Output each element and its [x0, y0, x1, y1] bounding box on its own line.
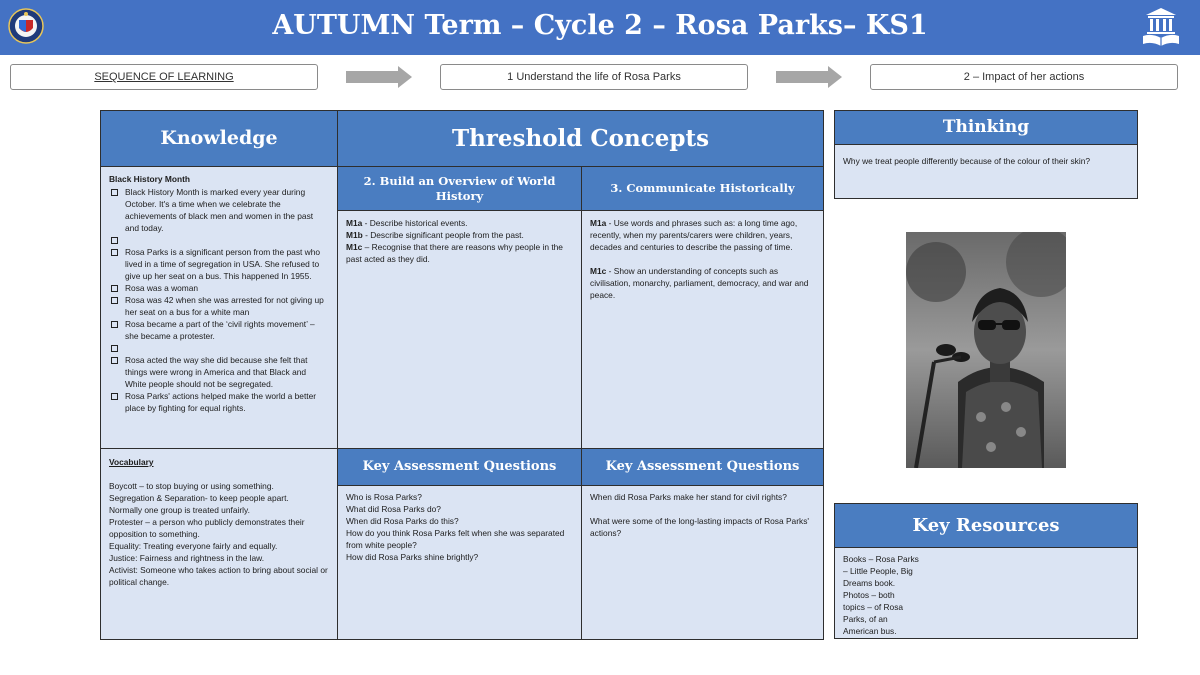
knowledge-bullet: Rosa Parks' actions helped make the world a better place by fighting for equal rights. [109, 390, 329, 414]
thinking-text: Why we treat people differently because of the colour of their skin? [843, 156, 1091, 166]
list-spacer [109, 342, 329, 354]
question-line: Who is Rosa Parks? [346, 492, 422, 502]
list-spacer [590, 503, 815, 515]
vocabulary-line: Normally one group is treated unfairly. [109, 505, 250, 515]
knowledge-bullet: Rosa was a woman [109, 282, 329, 294]
objective-code: M1c [590, 266, 607, 276]
objective-line [590, 217, 815, 253]
arrow-right-icon [346, 66, 412, 88]
objective-text: – Recognise that there are reasons why people in the past acted as they did. [346, 242, 563, 264]
assessment-header-right: Key Assessment Questions [581, 448, 824, 486]
vocabulary-panel [100, 448, 338, 640]
sequence-label-box [10, 64, 318, 90]
vocabulary-line: Activist: Someone who takes action to bring about social or political change. [109, 565, 328, 587]
communicate-header: 3. Communicate Historically [581, 166, 824, 211]
sequence-label: SEQUENCE OF LEARNING [94, 71, 234, 83]
resource-line: Books – Rosa Parks [843, 554, 919, 564]
objective-text: - Describe historical events. [362, 218, 468, 228]
list-spacer [109, 234, 329, 246]
rosa-parks-photo [906, 232, 1066, 468]
arrow-right-icon [776, 66, 842, 88]
question-line: When did Rosa Parks make her stand for civil rights? [590, 492, 787, 502]
knowledge-list [109, 186, 329, 414]
resources-header: Key Resources [834, 503, 1138, 548]
resource-line: Dreams book. [843, 578, 896, 588]
knowledge-subtitle: Black History Month [109, 174, 190, 184]
vocabulary-line: Segregation & Separation- to keep people apart. [109, 493, 289, 503]
vocabulary-line: Equality: Treating everyone fairly and equally. [109, 541, 278, 551]
question-line: What were some of the long-lasting impacts of Rosa Parks' actions? [590, 516, 809, 538]
knowledge-bullet: Rosa Parks is a significant person from the past who lived in a time of segregation in USA. She refused to give up her seat on a bus. This happened In 1955. [109, 246, 329, 282]
vocabulary-line: Justice: Fairness and rightness in the law. [109, 553, 265, 563]
resource-line: Photos – both [843, 590, 895, 600]
knowledge-bullet: Rosa acted the way she did because she felt that things were wrong in America and that Black and White people should not be segregated. [109, 354, 329, 390]
objective-text: - Show an understanding of concepts such as civilisation, monarchy, parliament, democracy, and war and peace. [590, 266, 809, 300]
library-book-icon [1140, 5, 1182, 47]
resources-panel [834, 547, 1138, 639]
objective-text: - Use words and phrases such as: a long time ago, recently, when my parents/carers were children, years, decades and centuries to describe the passing of time. [590, 218, 798, 252]
objective-code: M1a [346, 218, 363, 228]
knowledge-header: Knowledge [100, 110, 338, 167]
knowledge-bullet: Rosa was 42 when she was arrested for not giving up her seat on a bus for a white man [109, 294, 329, 318]
objective-line [590, 265, 815, 301]
question-line: When did Rosa Parks do this? [346, 516, 459, 526]
overview-header: 2. Build an Overview of World History [337, 166, 582, 211]
question-line: What did Rosa Parks do? [346, 504, 441, 514]
objective-line [346, 241, 573, 265]
objective-text: - Describe significant people from the past. [362, 230, 524, 240]
thinking-panel [834, 144, 1138, 199]
resource-line: Parks, of an [843, 614, 888, 624]
question-line: How did Rosa Parks shine brightly? [346, 552, 479, 562]
overview-panel [337, 210, 582, 449]
resource-line: American bus. [843, 626, 897, 636]
sequence-step-2: 2 – Impact of her actions [870, 64, 1178, 90]
objective-code: M1b [346, 230, 363, 240]
objective-code: M1a [590, 218, 607, 228]
knowledge-bullet: Rosa became a part of the ‘civil rights movement’ – she became a protester. [109, 318, 329, 342]
assessment-panel-left [337, 485, 582, 640]
objective-line [346, 217, 573, 229]
page-title: AUTUMN Term – Cycle 2 – Rosa Parks– KS1 [272, 10, 928, 41]
resource-line: – Little People, Big [843, 566, 913, 576]
communicate-panel [581, 210, 824, 449]
vocabulary-line: Protester – a person who publicly demonstrates their opposition to something. [109, 517, 305, 539]
resource-line: topics – of Rosa [843, 602, 904, 612]
assessment-header-left: Key Assessment Questions [337, 448, 582, 486]
objective-line [346, 229, 573, 241]
threshold-header: Threshold Concepts [337, 110, 824, 167]
knowledge-panel [100, 166, 338, 449]
assessment-panel-right [581, 485, 824, 640]
objective-code: M1c [346, 242, 363, 252]
knowledge-bullet: Black History Month is marked every year during October. It's a time when we celebrate the achievements of black men and women in the past and today. [109, 186, 329, 234]
vocabulary-line: Boycott – to stop buying or using something. [109, 481, 274, 491]
vocabulary-title: Vocabulary [109, 457, 154, 467]
sequence-step-1: 1 Understand the life of Rosa Parks [440, 64, 748, 90]
list-spacer [590, 253, 815, 265]
thinking-header: Thinking [834, 110, 1138, 145]
question-line: How do you think Rosa Parks felt when she was separated from white people? [346, 528, 565, 550]
